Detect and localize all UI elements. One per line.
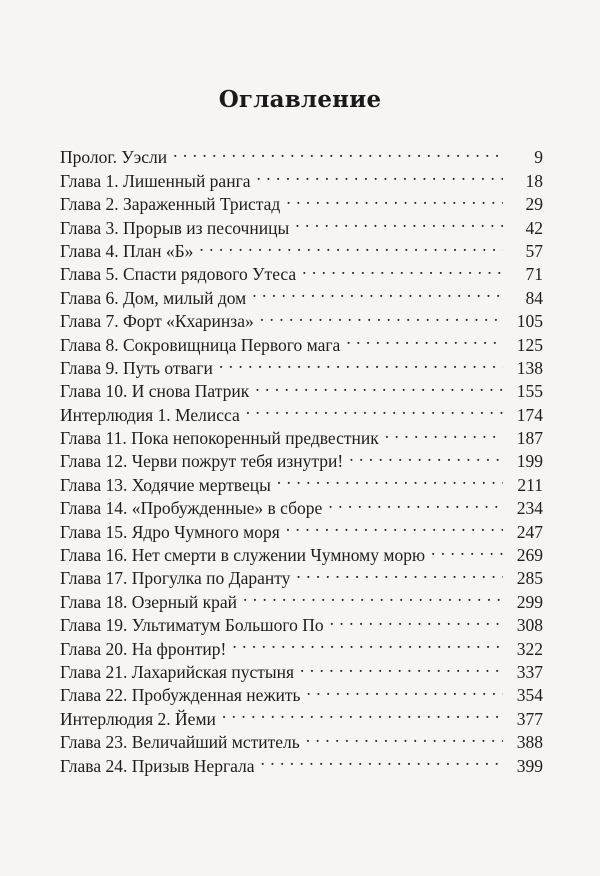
dot-leader xyxy=(260,304,503,327)
dot-leader xyxy=(349,444,503,467)
toc-entry-label: Глава 6. Дом, милый дом xyxy=(60,287,247,308)
toc-entry-label: Глава 10. И снова Патрик xyxy=(60,381,250,402)
toc-entry-label: Глава 9. Путь отваги xyxy=(60,357,213,378)
dot-leader xyxy=(261,748,503,771)
toc-entry-label: Глава 24. Призыв Нергала xyxy=(60,755,255,776)
toc-entry-page-number: 377 xyxy=(516,708,543,729)
toc-entry-page-number: 9 xyxy=(534,147,543,168)
dot-leader xyxy=(307,678,503,701)
dot-leader xyxy=(173,140,503,163)
toc-entry-label: Глава 18. Озерный край xyxy=(60,591,238,612)
toc-entry-page-number: 105 xyxy=(516,311,543,332)
toc-entry-label: Глава 16. Нет смерти в служении Чумному морю xyxy=(60,545,426,566)
toc-entry-label: Глава 5. Спасти рядового Утеса xyxy=(60,264,297,285)
dot-leader xyxy=(300,655,503,678)
toc-entry-label: Глава 15. Ядро Чумного моря xyxy=(60,521,280,542)
toc-entry-page-number: 234 xyxy=(516,498,543,519)
toc-entry-label: Глава 3. Прорыв из песочницы xyxy=(60,217,290,238)
table-of-contents xyxy=(60,140,543,776)
toc-entry-label: Глава 14. «Пробужденные» в сборе xyxy=(60,498,323,519)
toc-entry-label: Глава 7. Форт «Кхаринза» xyxy=(60,311,254,332)
toc-entry-label: Интерлюдия 2. Йеми xyxy=(60,708,216,729)
toc-entry-label: Глава 4. План «Б» xyxy=(60,240,194,261)
toc-entry-page-number: 125 xyxy=(516,334,543,355)
toc-entry-label: Глава 12. Черви пожрут тебя изнутри! xyxy=(60,451,344,472)
toc-entry-page-number: 199 xyxy=(516,451,543,472)
toc-entry-page-number: 155 xyxy=(516,381,543,402)
dot-leader xyxy=(243,584,503,607)
dot-leader xyxy=(302,257,503,280)
dot-leader xyxy=(296,561,503,584)
toc-entry-page-number: 388 xyxy=(516,732,543,753)
toc-entry-page-number: 211 xyxy=(517,474,543,495)
toc-entry-page-number: 187 xyxy=(516,428,543,449)
toc-entry-page-number: 18 xyxy=(525,170,543,191)
dot-leader xyxy=(431,538,503,561)
dot-leader xyxy=(246,397,503,420)
toc-entry-page-number: 84 xyxy=(525,287,543,308)
toc-entry-page-number: 174 xyxy=(516,404,543,425)
dot-leader xyxy=(219,351,503,374)
dot-leader xyxy=(199,234,503,257)
toc-entry-label: Глава 8. Сокровищница Первого мага xyxy=(60,334,341,355)
toc-entry-page-number: 399 xyxy=(516,755,543,776)
toc-entry-page-number: 247 xyxy=(516,521,543,542)
dot-leader xyxy=(255,374,503,397)
toc-entry-page-number: 322 xyxy=(516,638,543,659)
toc-entry-page-number: 57 xyxy=(525,240,543,261)
toc-entry-page-number: 337 xyxy=(516,661,543,682)
toc-entry-label: Глава 23. Величайший мститель xyxy=(60,732,300,753)
toc-entry-label: Глава 17. Прогулка по Даранту xyxy=(60,568,291,589)
toc-entry-label: Глава 21. Лахарийская пустыня xyxy=(60,661,295,682)
toc-entry-page-number: 71 xyxy=(525,264,543,285)
toc-entry-page-number: 285 xyxy=(516,568,543,589)
toc-entry-page-number: 42 xyxy=(525,217,543,238)
toc-entry-page-number: 354 xyxy=(516,685,543,706)
dot-leader xyxy=(222,701,503,724)
toc-entry-page-number: 138 xyxy=(516,357,543,378)
dot-leader xyxy=(277,467,503,490)
toc-entry-page-number: 299 xyxy=(516,591,543,612)
dot-leader xyxy=(257,163,503,186)
dot-leader xyxy=(328,491,503,514)
toc-entry xyxy=(60,140,543,168)
dot-leader xyxy=(330,608,503,631)
toc-entry-label: Интерлюдия 1. Мелисса xyxy=(60,404,240,425)
toc-entry-page-number: 308 xyxy=(516,615,543,636)
toc-entry-page-number: 269 xyxy=(516,545,543,566)
toc-entry-label: Глава 1. Лишенный ранга xyxy=(60,170,251,191)
page-title: Оглавление xyxy=(218,86,382,113)
toc-entry-page-number: 29 xyxy=(525,194,543,215)
dot-leader xyxy=(306,725,503,748)
toc-entry-label: Глава 11. Пока непокоренный предвестник xyxy=(60,428,379,449)
toc-entry-label: Глава 2. Зараженный Тристад xyxy=(60,194,281,215)
dot-leader xyxy=(286,514,503,537)
dot-leader xyxy=(232,631,503,654)
toc-entry-label: Глава 20. На фронтир! xyxy=(60,638,227,659)
dot-leader xyxy=(295,210,503,233)
toc-entry-label: Глава 19. Ультиматум Большого По xyxy=(60,615,324,636)
dot-leader xyxy=(252,280,503,303)
dot-leader xyxy=(286,187,503,210)
toc-entry-label: Глава 13. Ходячие мертвецы xyxy=(60,474,271,495)
dot-leader xyxy=(385,421,503,444)
toc-entry-label: Глава 22. Пробужденная нежить xyxy=(60,685,301,706)
toc-entry-label: Пролог. Уэсли xyxy=(60,147,168,168)
dot-leader xyxy=(346,327,503,350)
